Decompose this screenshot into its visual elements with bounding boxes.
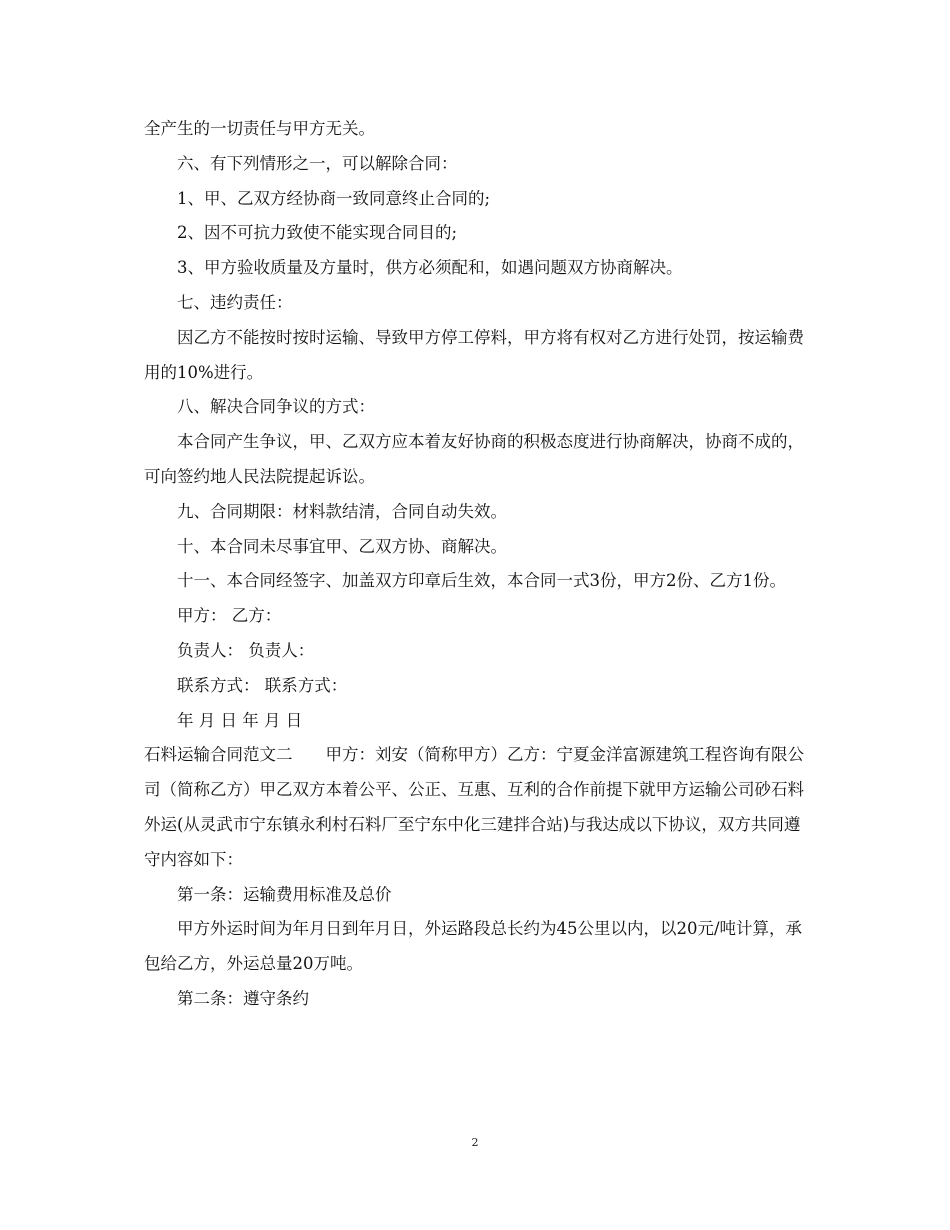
paragraph: 联系方式： 联系方式： [177, 675, 348, 695]
paragraph: 全产生的一切责任与甲方无关。 [144, 119, 375, 138]
paragraph: 十一、本合同经签字、加盖双方印章后生效，本合同一式3份，甲方2份、乙方1份。 [177, 571, 786, 591]
paragraph: 十、本合同未尽事宜甲、乙双方协、商解决。 [177, 536, 507, 556]
page-number: 2 [471, 1136, 479, 1149]
paragraph: 第一条：运输费用标准及总价 [177, 884, 392, 904]
body-text [144, 112, 804, 1017]
paragraph: 1、甲、乙双方经协商一致同意终止合同的; [177, 188, 491, 208]
paragraph: 年 月 日 年 月 日 [177, 710, 303, 730]
paragraph: 2、因不可抗力致使不能实现合同目的; [177, 223, 458, 243]
paragraph: 第二条：遵守条约 [177, 988, 309, 1008]
paragraph: 本合同产生争议，甲、乙双方应本着友好协商的积极态度进行协商解决，协商不成的，可向签约地人民法院提起诉讼。 [144, 432, 804, 486]
paragraph: 石料运输合同范文二 甲方：刘安（简称甲方）乙方：宁夏金洋富源建筑工程咨询有限公司（简称乙方）甲乙双方本着公平、公正、互惠、互利的合作前提下就甲方运输公司砂石料外运(从灵武市宁东镇永利村石料厂至宁东中化三建拌合站)与我达成以下协议，双方共同遵守内容如下： [144, 745, 804, 869]
paragraph: 八、解决合同争议的方式： [177, 397, 375, 417]
paragraph: 甲方外运时间为年月日到年月日，外运路段总长约为45公里以内，以20元/吨计算，承包给乙方，外运总量20万吨。 [144, 919, 803, 974]
paragraph: 七、违约责任： [177, 292, 293, 312]
paragraph: 因乙方不能按时按时运输、导致甲方停工停料，甲方将有权对乙方进行处罚，按运输费用的10%进行。 [144, 327, 804, 382]
paragraph: 九、合同期限：材料款结清，合同自动失效。 [177, 501, 507, 521]
paragraph: 六、有下列情形之一，可以解除合同： [177, 153, 458, 173]
paragraph: 负责人： 负责人： [177, 640, 315, 660]
paragraph: 甲方： 乙方： [177, 606, 282, 626]
paragraph: 3、甲方验收质量及方量时，供方必须配和，如遇问题双方协商解决。 [177, 258, 683, 278]
